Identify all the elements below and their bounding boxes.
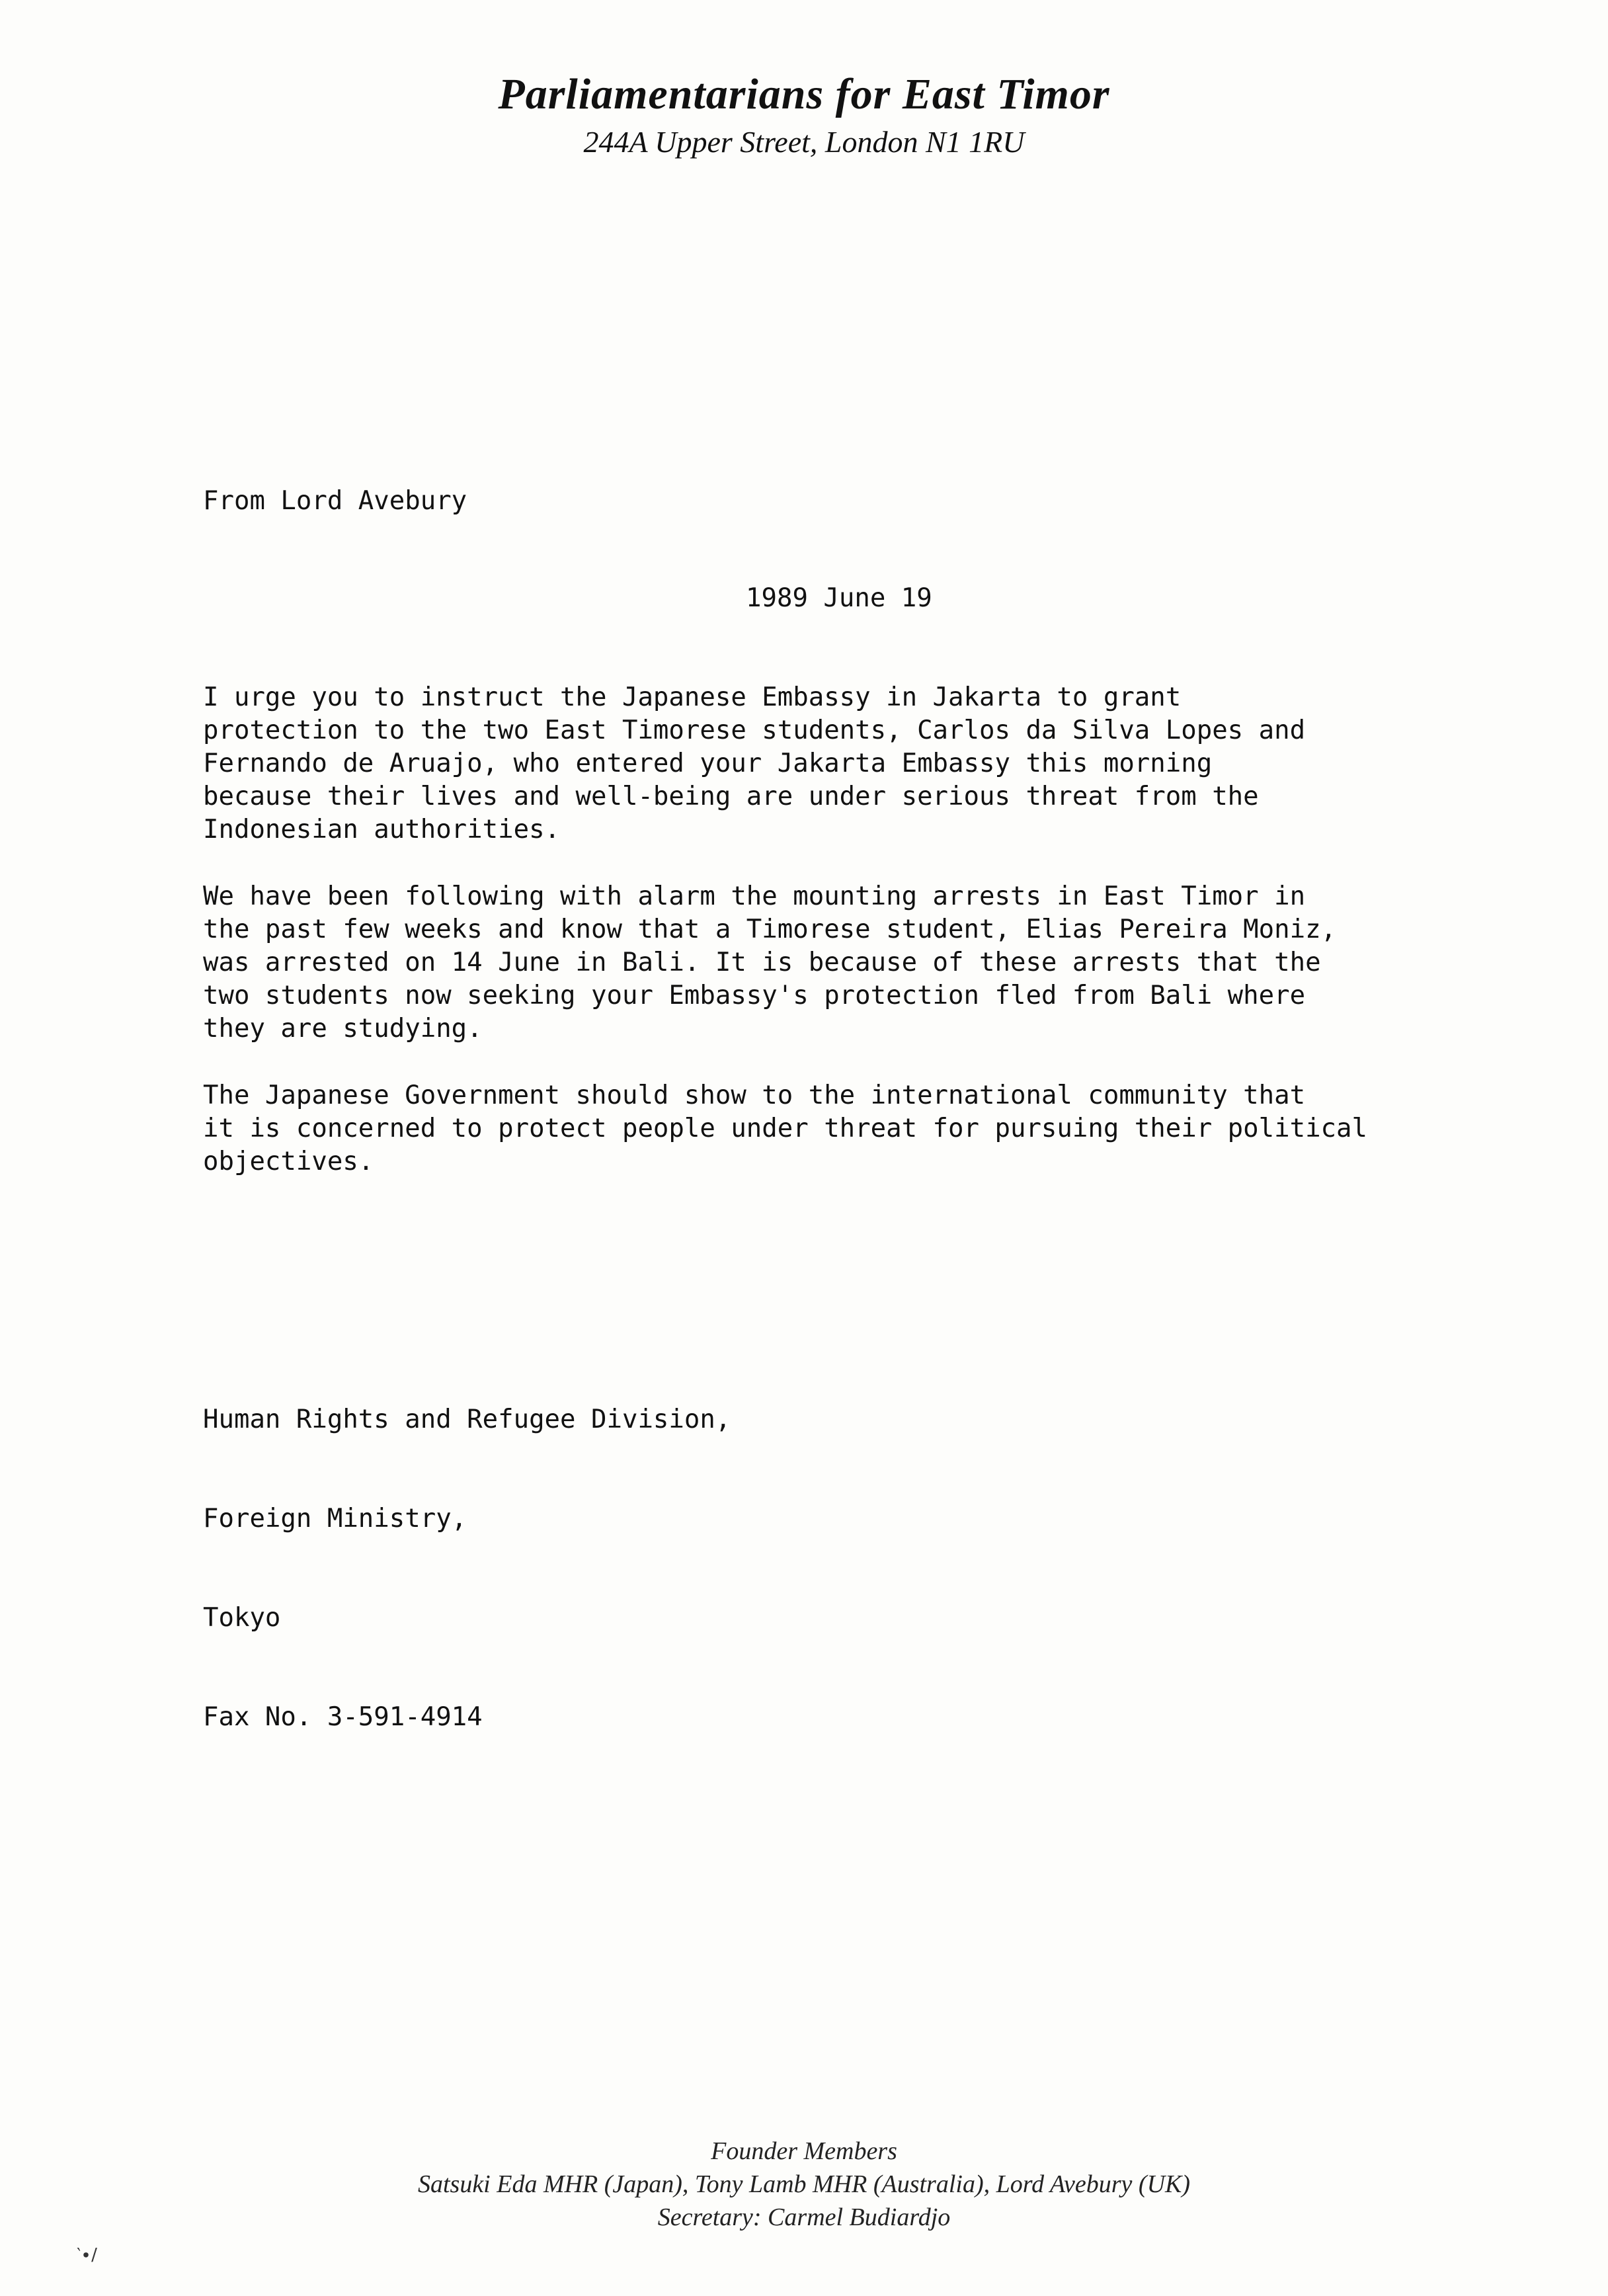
body-paragraph: We have been following with alarm the mounting arrests in East Timor in the past few weeks and know that a Timorese student, Elias Pereira Moniz, was arrested on 14 June in Bali. It is because of these arrests that the two students now seeking your Embassy's protection fled from Bali where they are studying. <box>203 882 1337 1044</box>
organization-name: Parliamentarians for East Timor <box>498 70 1110 118</box>
recipient-line: Foreign Ministry, <box>203 1504 467 1534</box>
recipient-address <box>203 1337 731 1800</box>
recipient-fax: Fax No. 3-591-4914 <box>203 1702 483 1732</box>
letter-body <box>203 681 1446 1212</box>
recipient-line: Tokyo <box>203 1603 281 1633</box>
letterhead <box>0 69 1608 160</box>
footer <box>0 2135 1608 2234</box>
recipient-line: Human Rights and Refugee Division, <box>203 1405 731 1434</box>
footer-heading: Founder Members <box>711 2137 897 2165</box>
sender-line: From Lord Avebury <box>203 486 467 516</box>
organization-address: 244A Upper Street, London N1 1RU <box>583 124 1025 159</box>
scan-mark: ‵∙∕ <box>77 2245 97 2265</box>
footer-members: Satsuki Eda MHR (Japan), Tony Lamb MHR (Australia), Lord Avebury (UK) <box>417 2170 1191 2198</box>
footer-secretary: Secretary: Carmel Budiardjo <box>657 2203 951 2231</box>
letter-date: 1989 June 19 <box>746 583 932 613</box>
body-paragraph: I urge you to instruct the Japanese Embassy in Jakarta to grant protection to the two East Timorese students, Carlos da Silva Lopes and Fernando de Aruajo, who entered your Jakarta Embassy this morning because their lives and well-being are under serious threat from the Indonesian authorities. <box>203 682 1306 844</box>
body-paragraph: The Japanese Government should show to the international community that it is concerned to protect people under threat for pursuing their political objectives. <box>203 1081 1367 1176</box>
